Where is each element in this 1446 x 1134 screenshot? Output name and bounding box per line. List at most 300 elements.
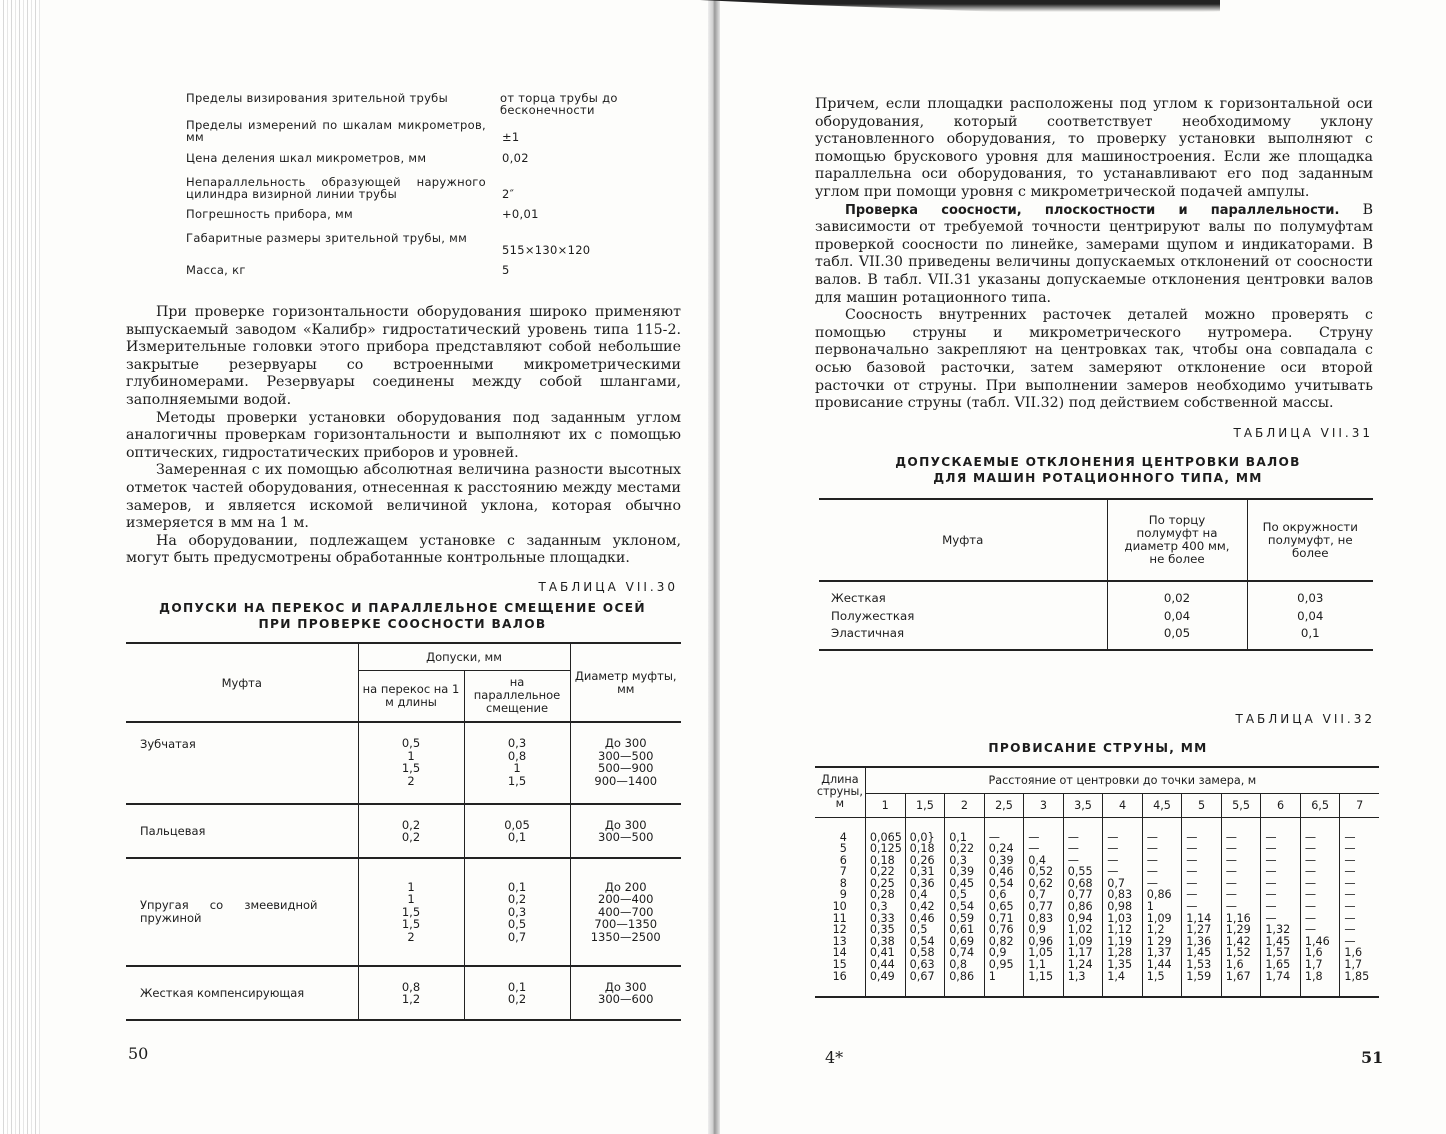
signature-mark: 4* bbox=[825, 1048, 844, 1067]
table-cell: — bbox=[1063, 855, 1103, 867]
spec-label: Пределы визирования зрительной трубы bbox=[186, 91, 448, 105]
page-edge-decoration bbox=[0, 0, 40, 1134]
table-row bbox=[819, 581, 1373, 605]
table-cell: 0,77 bbox=[1063, 889, 1103, 901]
cell-diameter bbox=[570, 858, 681, 966]
row-length: 16 bbox=[815, 971, 865, 998]
table-cell: 0,25 bbox=[865, 878, 905, 890]
spec-value: 5 bbox=[502, 263, 510, 277]
cell-value: 0,1 bbox=[507, 879, 527, 894]
spec-value: 0,02 bbox=[502, 151, 529, 165]
table-cell: 1 29 bbox=[1142, 936, 1182, 948]
row-name: Пальцевая bbox=[126, 804, 358, 858]
table-cell: 0,94 bbox=[1063, 913, 1103, 925]
table-cell: — bbox=[1182, 889, 1222, 901]
cell-skew bbox=[358, 858, 464, 966]
cell-value: 0,3 bbox=[507, 904, 527, 919]
table-cell: — bbox=[1221, 878, 1261, 890]
table-cell: 1,1 bbox=[1024, 959, 1064, 971]
table-title-line: ПРИ ПРОВЕРКЕ СООСНОСТИ ВАЛОВ bbox=[258, 617, 547, 631]
distance-header: 3 bbox=[1024, 793, 1064, 817]
cell-end: 0,04 bbox=[1107, 605, 1247, 626]
table-cell: 0,3 bbox=[945, 855, 985, 867]
table-cell: 1,19 bbox=[1103, 936, 1143, 948]
table-row bbox=[819, 626, 1373, 650]
cell-end: 0,05 bbox=[1107, 626, 1247, 650]
left-body-text bbox=[126, 304, 681, 568]
cell-value: 300—500 bbox=[598, 748, 654, 763]
cell-value: 500—900 bbox=[598, 761, 654, 775]
table-cell: 1,42 bbox=[1221, 936, 1261, 948]
table-cell: — bbox=[1261, 901, 1301, 913]
cell-value: 0,3 bbox=[507, 736, 527, 750]
row-length: 14 bbox=[815, 947, 865, 959]
table-cell: 1,37 bbox=[1142, 947, 1182, 959]
table-cell: 0,5 bbox=[905, 924, 945, 936]
paragraph-rest: В зависимости от требуемой точности центрируют валы по полумуфтам проверкой соосности по линейке, замерами щупом и индикаторами. В табл. VII.30 приведены величины допускаемых отклонений от соосности валов. В табл. VII.31 указаны допускаемые отклонения центровки валов для машин ротационного типа. bbox=[815, 201, 1373, 306]
table-cell: — bbox=[1300, 924, 1340, 936]
table-label: ТАБЛИЦА VII.32 bbox=[1235, 712, 1375, 726]
distance-header: 6,5 bbox=[1300, 793, 1340, 817]
cell-value: 0,2 bbox=[507, 992, 527, 1006]
distance-header: 5 bbox=[1182, 793, 1222, 817]
table-cell: 1,35 bbox=[1103, 959, 1143, 971]
table-cell: — bbox=[1344, 853, 1356, 867]
table-cell: — bbox=[1344, 934, 1356, 948]
table-cell: — bbox=[1300, 889, 1340, 901]
table-cell: — bbox=[1300, 855, 1340, 867]
col-header-end: По торцу полумуфт на диаметр 400 мм, не более bbox=[1107, 499, 1247, 581]
table-cell: — bbox=[1142, 855, 1182, 867]
table-vii-30 bbox=[126, 642, 681, 1021]
table-cell: 0,22 bbox=[945, 843, 985, 855]
table-cell: 1,6 bbox=[1344, 946, 1363, 960]
spec-label: Масса, кг bbox=[186, 263, 246, 277]
page-number: 51 bbox=[1361, 1048, 1384, 1067]
row-length: 9 bbox=[815, 889, 865, 901]
col-header-coupling: Муфта bbox=[819, 499, 1107, 581]
table-row bbox=[815, 866, 1379, 878]
row-length: 7 bbox=[815, 866, 865, 878]
table-cell: — bbox=[1221, 855, 1261, 867]
table-cell: 1,44 bbox=[1142, 959, 1182, 971]
table-cell: — bbox=[1024, 817, 1064, 843]
table-cell: 1,24 bbox=[1063, 959, 1103, 971]
table-cell: 0,065 bbox=[865, 817, 905, 843]
spec-label: Цена деления шкал микрометров, мм bbox=[186, 151, 427, 165]
table-cell: — bbox=[1344, 888, 1356, 902]
top-fold-shadow bbox=[700, 0, 1220, 16]
table-cell: 0,63 bbox=[905, 959, 945, 971]
cell-circ: 0,04 bbox=[1297, 608, 1324, 623]
row-length: 10 bbox=[815, 901, 865, 913]
table-cell: 0,77 bbox=[1024, 901, 1064, 913]
spec-list bbox=[186, 92, 686, 282]
spec-label: Пределы измерений по шкалам микрометров, мм bbox=[186, 118, 486, 144]
cell-value: 2 bbox=[407, 773, 415, 788]
row-length: 11 bbox=[815, 913, 865, 925]
table-row bbox=[815, 959, 1379, 971]
table-cell: 0,98 bbox=[1103, 901, 1143, 913]
table-row bbox=[126, 966, 681, 1020]
table-cell: 1,16 bbox=[1221, 913, 1261, 925]
distance-header: 4,5 bbox=[1142, 793, 1182, 817]
table-cell: 1,65 bbox=[1261, 959, 1301, 971]
table-row bbox=[815, 971, 1379, 998]
table-cell: — bbox=[1344, 865, 1356, 879]
table-cell: 0,38 bbox=[865, 936, 905, 948]
table-cell: — bbox=[984, 817, 1024, 843]
cell-value: До 300 bbox=[604, 817, 647, 832]
cell-diameter bbox=[570, 966, 681, 1020]
cell-value: До 300 bbox=[604, 736, 647, 750]
table-cell: — bbox=[1103, 866, 1143, 878]
table-cell: 0,26 bbox=[905, 855, 945, 867]
table-cell: 0,96 bbox=[1024, 936, 1064, 948]
spec-label: Непараллельность образующей наружного цилиндра визирной линии трубы bbox=[186, 175, 486, 201]
cell-diameter bbox=[570, 722, 681, 804]
table-cell: 1,45 bbox=[1261, 936, 1301, 948]
cell-value: 0,1 bbox=[507, 979, 527, 994]
row-name: Зубчатая bbox=[126, 722, 358, 804]
table-cell: 1,6 bbox=[1300, 947, 1340, 959]
table-title-line: ДЛЯ МАШИН РОТАЦИОННОГО ТИПА, ММ bbox=[933, 471, 1263, 485]
table-cell: 0,45 bbox=[945, 878, 985, 890]
table-cell: — bbox=[1221, 901, 1261, 913]
table-cell: 0,1 bbox=[945, 817, 985, 843]
paragraph: При проверке горизонтальности оборудования широко применяют выпускаемый заводом «Калибр» гидростатический уровень типа 115-2. Измерительные головки этого прибора представляют собой небольшие закрытые резервуары со встроенными микрометрическими глубиномерами. Резервуары соединены между собой шлангами, заполняемыми водой. bbox=[126, 304, 681, 408]
cell-value: До 200 bbox=[604, 879, 647, 894]
table-cell: — bbox=[1300, 817, 1340, 843]
table-cell: — bbox=[1344, 923, 1356, 937]
col-header-coupling: Муфта bbox=[126, 643, 358, 722]
table-cell: — bbox=[1344, 830, 1356, 844]
table-cell: 1,17 bbox=[1063, 947, 1103, 959]
table-cell: — bbox=[1344, 900, 1356, 914]
table-cell: — bbox=[1221, 843, 1261, 855]
table-cell: 1,28 bbox=[1103, 947, 1143, 959]
cell-skew bbox=[358, 804, 464, 858]
distance-header-row bbox=[815, 793, 1379, 817]
table-cell: 1,46 bbox=[1300, 936, 1340, 948]
table-vii-32 bbox=[815, 766, 1379, 998]
table-cell: — bbox=[1182, 866, 1222, 878]
cell-value: 0,8 bbox=[507, 748, 527, 763]
cell-parallel bbox=[464, 858, 570, 966]
cell-value: 1,2 bbox=[401, 992, 421, 1006]
spec-value: +0,01 bbox=[502, 207, 539, 221]
cell-value: 2 bbox=[407, 929, 415, 944]
table-cell: 0,28 bbox=[865, 889, 905, 901]
table-title-line: ДОПУСКИ НА ПЕРЕКОС И ПАРАЛЛЕЛЬНОЕ СМЕЩЕНИЕ ОСЕЙ bbox=[159, 601, 646, 615]
table-cell: 0,82 bbox=[984, 936, 1024, 948]
table-cell: 1,12 bbox=[1103, 924, 1143, 936]
table-cell: — bbox=[1142, 843, 1182, 855]
table-title bbox=[120, 600, 685, 632]
table-cell: 0,41 bbox=[865, 947, 905, 959]
table-cell: 1,59 bbox=[1182, 971, 1222, 998]
spec-value: 515×130×120 bbox=[502, 243, 591, 257]
cell-parallel bbox=[464, 804, 570, 858]
table-cell: — bbox=[1182, 843, 1222, 855]
table-cell: 1,14 bbox=[1182, 913, 1222, 925]
table-cell: 0,35 bbox=[865, 924, 905, 936]
table-cell: — bbox=[1261, 878, 1301, 890]
cell-value: 0,5 bbox=[507, 917, 527, 932]
col-header-distance: Расстояние от центровки до точки замера, м bbox=[865, 767, 1379, 793]
cell-value: 0,2 bbox=[401, 817, 421, 832]
table-cell: 1,27 bbox=[1182, 924, 1222, 936]
table-cell: 1,36 bbox=[1182, 936, 1222, 948]
table-cell: — bbox=[1261, 889, 1301, 901]
spec-label: Габаритные размеры зрительной трубы, мм bbox=[186, 231, 468, 245]
col-header-diameter: Диаметр муфты, мм bbox=[574, 668, 677, 696]
table-cell: 0,24 bbox=[984, 843, 1024, 855]
table-cell: — bbox=[1063, 817, 1103, 843]
table-cell: 1,6 bbox=[1221, 959, 1261, 971]
table-cell: 0,74 bbox=[945, 947, 985, 959]
table-cell: — bbox=[1103, 855, 1143, 867]
table-cell: — bbox=[1300, 866, 1340, 878]
table-cell: 1,09 bbox=[1142, 913, 1182, 925]
table-cell: — bbox=[1182, 855, 1222, 867]
spec-value: от торца трубы до бесконечности bbox=[500, 91, 618, 117]
table-cell: 0,0} bbox=[905, 817, 945, 843]
table-cell: 1,3 bbox=[1063, 971, 1103, 998]
paragraph: Методы проверки установки оборудования под заданным углом аналогичны проверкам горизонтальности и выполняют их с помощью оптических, гидростатических приборов и уровней. bbox=[126, 409, 681, 461]
table-row bbox=[815, 936, 1379, 948]
table-title-line: ДОПУСКАЕМЫЕ ОТКЛОНЕНИЯ ЦЕНТРОВКИ ВАЛОВ bbox=[895, 455, 1301, 469]
paragraph: На оборудовании, подлежащем установке с заданным уклоном, могут быть предусмотрены обработанные контрольные площадки. bbox=[126, 532, 681, 567]
spec-value: 2″ bbox=[502, 187, 515, 201]
table-row bbox=[815, 843, 1379, 855]
cell-skew bbox=[358, 722, 464, 804]
table-cell: 1,05 bbox=[1024, 947, 1064, 959]
cell-value: 300—600 bbox=[598, 992, 654, 1006]
table-cell: 0,86 bbox=[1063, 901, 1103, 913]
table-cell: — bbox=[1063, 843, 1103, 855]
table-row bbox=[815, 901, 1379, 913]
table-cell: 0,76 bbox=[984, 924, 1024, 936]
right-body-text bbox=[815, 96, 1373, 413]
table-cell: 0,9 bbox=[984, 947, 1024, 959]
table-cell: 0,65 bbox=[984, 901, 1024, 913]
table-cell: 0,86 bbox=[945, 971, 985, 998]
row-name: Жесткая bbox=[819, 581, 1107, 605]
cell-value: 0,1 bbox=[507, 830, 527, 844]
table-cell: 0,22 bbox=[865, 866, 905, 878]
cell-value: 0,7 bbox=[507, 929, 527, 944]
table-cell: — bbox=[1344, 911, 1356, 925]
table-cell: 0,125 bbox=[865, 843, 905, 855]
table-row bbox=[815, 947, 1379, 959]
row-length: 4 bbox=[815, 817, 865, 843]
table-cell: 1 bbox=[1142, 901, 1182, 913]
cell-value: 700—1350 bbox=[594, 917, 658, 932]
table-row bbox=[819, 605, 1373, 626]
table-cell: 0,42 bbox=[905, 901, 945, 913]
table-cell: — bbox=[1300, 843, 1340, 855]
table-cell: 0,46 bbox=[984, 866, 1024, 878]
spec-label: Погрешность прибора, мм bbox=[186, 207, 353, 221]
table-cell: 1,45 bbox=[1182, 947, 1222, 959]
cell-value: 1350—2500 bbox=[590, 929, 661, 944]
paragraph: Соосность внутренних расточек деталей можно проверять с помощью струны и микрометрического нутромера. Струну первоначально закрепляют на центровках так, чтобы она совпадала с осью базовой расточки, затем замеряют отклонение оси второй расточки от струны. При выполнении замеров необходимо учитывать провисание струны (табл. VII.32) под действием собственной массы. bbox=[815, 307, 1373, 412]
paragraph: Причем, если площадки расположены под углом к горизонтальной оси оборудования, который соответствует необходимому уклону установленного оборудования, то проверку установки выполняют с помощью брускового уровня для машиностроения. Если же площадка параллельна оси оборудования, то устанавливают его под заданным углом при помощи уровня с микрометрической подачей ампулы. bbox=[815, 96, 1373, 200]
table-cell: — bbox=[1024, 843, 1064, 855]
table-cell: 1,29 bbox=[1221, 924, 1261, 936]
table-cell: 0,39 bbox=[984, 855, 1024, 867]
cell-value: 0,2 bbox=[507, 892, 527, 907]
table-row bbox=[126, 722, 681, 804]
table-cell: 0,54 bbox=[905, 936, 945, 948]
table-cell: — bbox=[1221, 817, 1261, 843]
table-cell: 0,52 bbox=[1024, 866, 1064, 878]
distance-header: 3,5 bbox=[1063, 793, 1103, 817]
distance-header: 1,5 bbox=[905, 793, 945, 817]
table-cell: 0,54 bbox=[945, 901, 985, 913]
row-name: Упругая со змеевидной пружиной bbox=[126, 858, 358, 966]
table-cell: 0,4 bbox=[1024, 855, 1064, 867]
col-header-skew: на перекос на 1 м длины bbox=[358, 670, 464, 722]
table-cell: 0,49 bbox=[865, 971, 905, 998]
table-cell: 0,68 bbox=[1063, 878, 1103, 890]
table-cell: 0,3 bbox=[865, 901, 905, 913]
table-cell: — bbox=[1142, 866, 1182, 878]
table-cell: 1,52 bbox=[1221, 947, 1261, 959]
table-row bbox=[815, 889, 1379, 901]
bold-lead: Проверка соосности, плоскостности и параллельности. bbox=[845, 202, 1340, 218]
spec-value: ±1 bbox=[502, 130, 520, 144]
paragraph: Замеренная с их помощью абсолютная величина разности высотных отметок частей оборудования, отнесенная к расстоянию между местами замеров, и является искомой величиной уклона, которая обычно измеряется в мм на 1 м. bbox=[126, 462, 681, 532]
table-cell: 0,7 bbox=[1024, 889, 1064, 901]
table-cell: 0,67 bbox=[905, 971, 945, 998]
row-length: 12 bbox=[815, 924, 865, 936]
row-name: Жесткая компенсирующая bbox=[126, 966, 358, 1020]
table-cell: 0,6 bbox=[984, 889, 1024, 901]
cell-value: 1,5 bbox=[401, 761, 421, 775]
cell-circ: 0,1 bbox=[1300, 626, 1320, 640]
cell-value: 400—700 bbox=[598, 904, 654, 919]
table-cell: — bbox=[1261, 855, 1301, 867]
cell-value: 1 bbox=[513, 761, 521, 775]
table-cell: 0,71 bbox=[984, 913, 1024, 925]
table-cell: 1,32 bbox=[1261, 924, 1301, 936]
cell-value: 1 bbox=[407, 892, 415, 907]
table-cell: 0,5 bbox=[945, 889, 985, 901]
table-row bbox=[815, 878, 1379, 890]
row-length: 13 bbox=[815, 936, 865, 948]
table-cell: 0,62 bbox=[1024, 878, 1064, 890]
table-cell: 0,9 bbox=[1024, 924, 1064, 936]
distance-header: 2,5 bbox=[984, 793, 1024, 817]
table-cell: — bbox=[1261, 817, 1301, 843]
table-cell: 1,67 bbox=[1221, 971, 1261, 998]
table-row bbox=[815, 924, 1379, 936]
row-name: Полужесткая bbox=[819, 605, 1107, 626]
table-cell: 1,03 bbox=[1103, 913, 1143, 925]
cell-value: 0,05 bbox=[504, 817, 530, 832]
col-header-length: Длина струны, м bbox=[815, 767, 865, 817]
table-cell: 0,31 bbox=[905, 866, 945, 878]
table-cell: 0,4 bbox=[905, 889, 945, 901]
cell-value: 1,5 bbox=[401, 904, 421, 919]
table-cell: 0,18 bbox=[865, 855, 905, 867]
paragraph bbox=[815, 202, 1373, 308]
table-cell: — bbox=[1182, 878, 1222, 890]
table-cell: 1,5 bbox=[1142, 971, 1182, 998]
table-cell: 1,85 bbox=[1344, 969, 1370, 983]
table-body bbox=[815, 817, 1379, 997]
table-cell: — bbox=[1142, 817, 1182, 843]
cell-end: 0,02 bbox=[1107, 581, 1247, 605]
table-cell: 0,86 bbox=[1142, 889, 1182, 901]
table-cell: 0,46 bbox=[905, 913, 945, 925]
table-cell: — bbox=[1300, 913, 1340, 925]
table-cell: — bbox=[1344, 876, 1356, 890]
table-cell: 1,02 bbox=[1063, 924, 1103, 936]
table-cell: 0,33 bbox=[865, 913, 905, 925]
table-row bbox=[815, 913, 1379, 925]
table-row bbox=[815, 855, 1379, 867]
cell-value: 1 bbox=[407, 879, 415, 894]
cell-value: 0,5 bbox=[401, 736, 421, 750]
cell-value: 300—500 bbox=[598, 830, 654, 844]
table-cell: 0,54 bbox=[984, 878, 1024, 890]
table-cell: 1,7 bbox=[1300, 959, 1340, 971]
row-length: 8 bbox=[815, 878, 865, 890]
cell-circ: 0,03 bbox=[1297, 591, 1324, 605]
table-cell: — bbox=[1300, 901, 1340, 913]
table-cell: 0,69 bbox=[945, 936, 985, 948]
row-length: 15 bbox=[815, 959, 865, 971]
cell-value: 200—400 bbox=[598, 892, 654, 907]
table-cell: 0,44 bbox=[865, 959, 905, 971]
table-cell: 1,7 bbox=[1344, 958, 1363, 972]
table-cell: 1,4 bbox=[1103, 971, 1143, 998]
table-title bbox=[815, 454, 1381, 486]
table-row bbox=[815, 817, 1379, 843]
table-cell: — bbox=[1182, 901, 1222, 913]
table-cell: 0,59 bbox=[945, 913, 985, 925]
distance-header: 2 bbox=[945, 793, 985, 817]
cell-value: 0,8 bbox=[401, 979, 421, 994]
table-cell: 0,58 bbox=[905, 947, 945, 959]
table-cell: — bbox=[1261, 843, 1301, 855]
distance-header: 1 bbox=[865, 793, 905, 817]
table-cell: 0,18 bbox=[905, 843, 945, 855]
distance-header: 6 bbox=[1261, 793, 1301, 817]
table-vii-31 bbox=[819, 498, 1373, 651]
row-name: Эластичная bbox=[819, 626, 1107, 650]
cell-diameter bbox=[570, 804, 681, 858]
cell-value: До 300 bbox=[604, 979, 647, 994]
cell-value: 1 bbox=[407, 748, 415, 763]
table-label: ТАБЛИЦА VII.30 bbox=[538, 580, 678, 594]
cell-skew bbox=[358, 966, 464, 1020]
table-cell: 1,57 bbox=[1261, 947, 1301, 959]
table-cell: 0,95 bbox=[984, 959, 1024, 971]
table-cell: 1,09 bbox=[1063, 936, 1103, 948]
table-cell: 0,61 bbox=[945, 924, 985, 936]
table-title: ПРОВИСАНИЕ СТРУНЫ, ММ bbox=[988, 741, 1208, 755]
table-cell: 0,39 bbox=[945, 866, 985, 878]
table-cell: — bbox=[1182, 817, 1222, 843]
col-header-circ: По окружности полумуфт, не более bbox=[1262, 519, 1358, 560]
table-cell: — bbox=[1103, 843, 1143, 855]
distance-header: 4 bbox=[1103, 793, 1143, 817]
table-cell: 1 bbox=[984, 971, 1024, 998]
